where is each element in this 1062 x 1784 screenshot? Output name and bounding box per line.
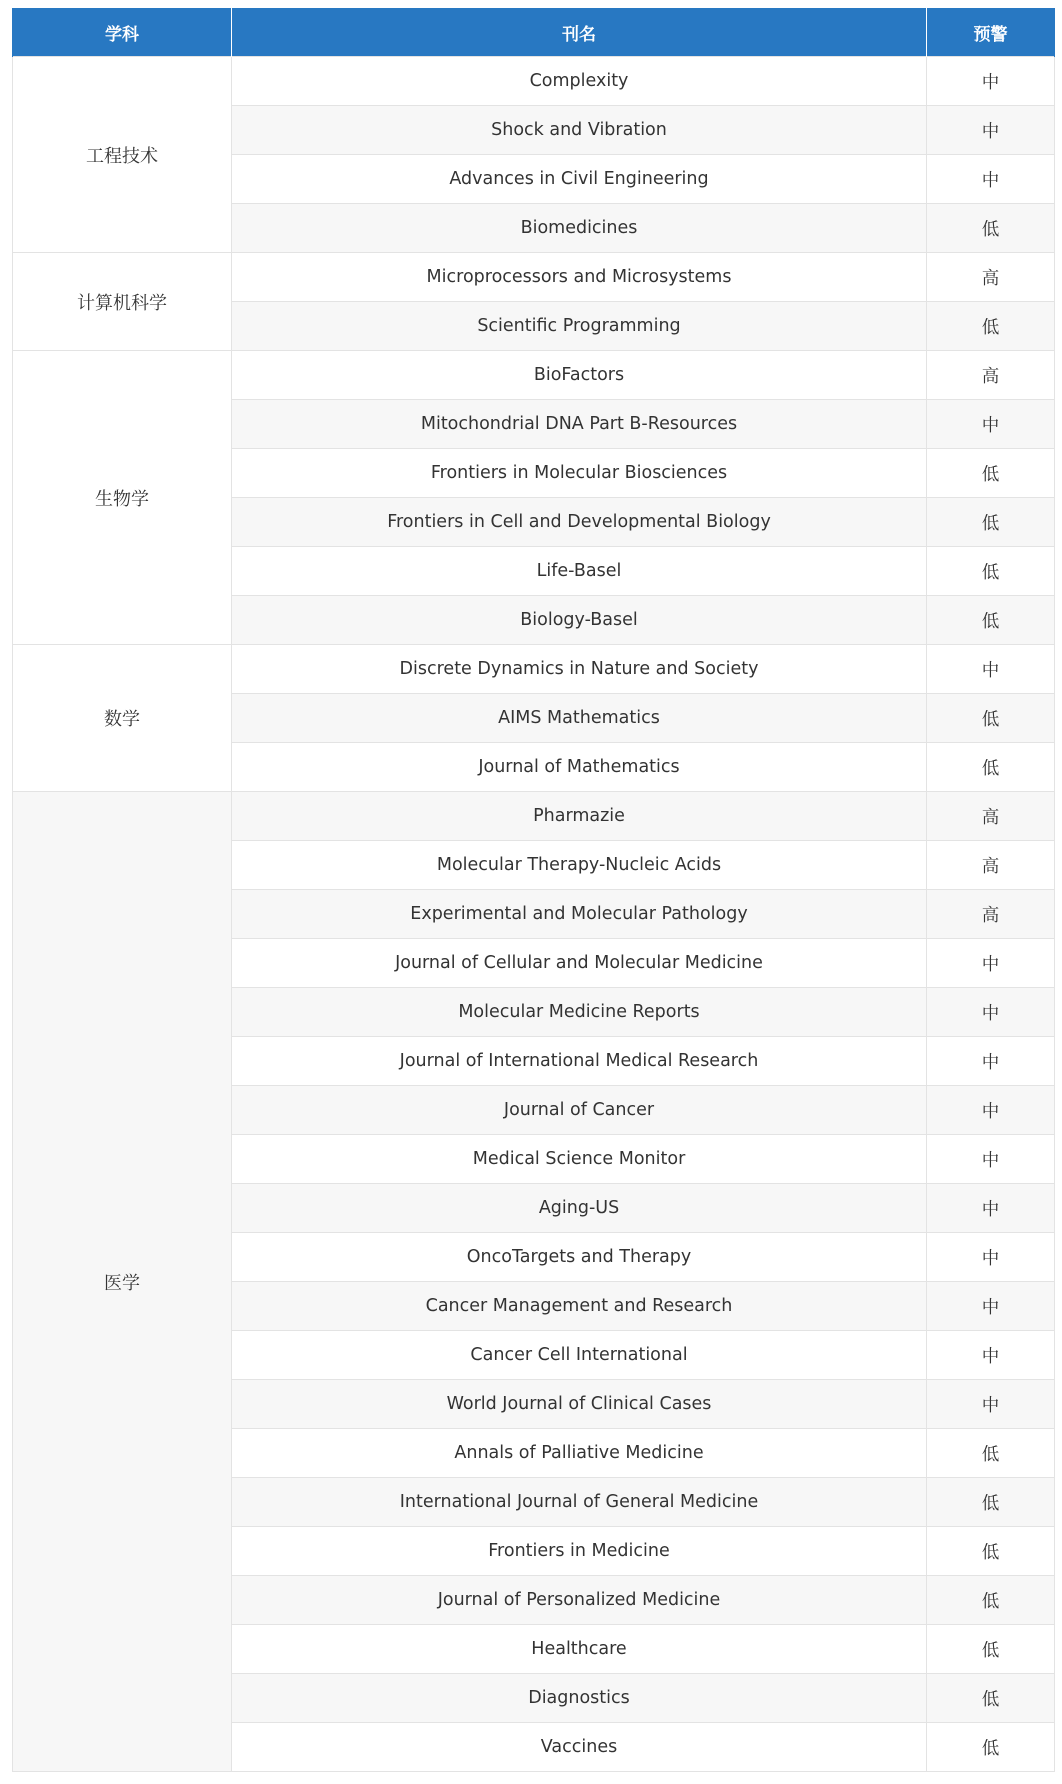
subject-cell: 计算机科学: [13, 253, 232, 351]
journal-name-cell: Journal of Cancer: [232, 1086, 927, 1135]
warning-level-cell: 低: [927, 694, 1055, 743]
table-row: [13, 645, 1055, 694]
table-header: [13, 8, 1055, 57]
table-row: [13, 792, 1055, 841]
warning-level-cell: 低: [927, 547, 1055, 596]
table-row: [13, 253, 1055, 302]
warning-level-cell: 低: [927, 302, 1055, 351]
subject-cell: 数学: [13, 645, 232, 792]
subject-cell: 生物学: [13, 351, 232, 645]
header-subject: 学科: [13, 8, 232, 57]
journal-name-cell: Complexity: [232, 57, 927, 106]
warning-level-cell: 低: [927, 1723, 1055, 1772]
warning-level-cell: 中: [927, 1331, 1055, 1380]
journal-name-cell: Mitochondrial DNA Part B-Resources: [232, 400, 927, 449]
journal-name-cell: Aging-US: [232, 1184, 927, 1233]
journal-name-cell: Diagnostics: [232, 1674, 927, 1723]
journal-name-cell: International Journal of General Medicine: [232, 1478, 927, 1527]
table-row: [13, 351, 1055, 400]
warning-level-cell: 低: [927, 1478, 1055, 1527]
warning-level-cell: 中: [927, 155, 1055, 204]
warning-level-cell: 高: [927, 792, 1055, 841]
warning-level-cell: 中: [927, 1037, 1055, 1086]
warning-level-cell: 中: [927, 57, 1055, 106]
journal-name-cell: Life-Basel: [232, 547, 927, 596]
warning-level-cell: 中: [927, 1233, 1055, 1282]
journal-name-cell: Molecular Therapy-Nucleic Acids: [232, 841, 927, 890]
journal-name-cell: Frontiers in Medicine: [232, 1527, 927, 1576]
warning-level-cell: 中: [927, 939, 1055, 988]
warning-level-cell: 低: [927, 1527, 1055, 1576]
journal-name-cell: Biology-Basel: [232, 596, 927, 645]
journal-name-cell: Journal of International Medical Research: [232, 1037, 927, 1086]
journal-name-cell: Advances in Civil Engineering: [232, 155, 927, 204]
journal-name-cell: Experimental and Molecular Pathology: [232, 890, 927, 939]
journal-name-cell: Molecular Medicine Reports: [232, 988, 927, 1037]
warning-level-cell: 低: [927, 1674, 1055, 1723]
journal-name-cell: Microprocessors and Microsystems: [232, 253, 927, 302]
journal-name-cell: Vaccines: [232, 1723, 927, 1772]
warning-level-cell: 中: [927, 1135, 1055, 1184]
warning-level-cell: 低: [927, 498, 1055, 547]
journal-name-cell: Scientific Programming: [232, 302, 927, 351]
journal-name-cell: Shock and Vibration: [232, 106, 927, 155]
journal-name-cell: Journal of Cellular and Molecular Medicine: [232, 939, 927, 988]
journal-name-cell: OncoTargets and Therapy: [232, 1233, 927, 1282]
warning-level-cell: 低: [927, 596, 1055, 645]
journal-name-cell: Medical Science Monitor: [232, 1135, 927, 1184]
warning-level-cell: 中: [927, 645, 1055, 694]
journal-name-cell: Frontiers in Molecular Biosciences: [232, 449, 927, 498]
warning-level-cell: 中: [927, 1184, 1055, 1233]
warning-level-cell: 低: [927, 204, 1055, 253]
journal-name-cell: AIMS Mathematics: [232, 694, 927, 743]
journal-warning-table: [12, 8, 1055, 1772]
warning-level-cell: 高: [927, 841, 1055, 890]
warning-level-cell: 中: [927, 1282, 1055, 1331]
journal-name-cell: Journal of Mathematics: [232, 743, 927, 792]
warning-level-cell: 低: [927, 1625, 1055, 1674]
warning-level-cell: 中: [927, 988, 1055, 1037]
table-row: [13, 57, 1055, 106]
journal-name-cell: Journal of Personalized Medicine: [232, 1576, 927, 1625]
warning-level-cell: 中: [927, 106, 1055, 155]
table-body: [13, 57, 1055, 1772]
subject-cell: 工程技术: [13, 57, 232, 253]
journal-warning-table-container: [12, 8, 1054, 1772]
journal-name-cell: Cancer Management and Research: [232, 1282, 927, 1331]
header-row: [13, 8, 1055, 57]
journal-name-cell: World Journal of Clinical Cases: [232, 1380, 927, 1429]
warning-level-cell: 中: [927, 400, 1055, 449]
warning-level-cell: 中: [927, 1380, 1055, 1429]
warning-level-cell: 中: [927, 1086, 1055, 1135]
warning-level-cell: 低: [927, 1429, 1055, 1478]
journal-name-cell: Pharmazie: [232, 792, 927, 841]
warning-level-cell: 高: [927, 351, 1055, 400]
subject-cell: 医学: [13, 792, 232, 1772]
journal-name-cell: Frontiers in Cell and Developmental Biology: [232, 498, 927, 547]
warning-level-cell: 低: [927, 1576, 1055, 1625]
warning-level-cell: 低: [927, 743, 1055, 792]
header-warning: 预警: [927, 8, 1055, 57]
journal-name-cell: BioFactors: [232, 351, 927, 400]
journal-name-cell: Cancer Cell International: [232, 1331, 927, 1380]
warning-level-cell: 高: [927, 253, 1055, 302]
warning-level-cell: 高: [927, 890, 1055, 939]
journal-name-cell: Healthcare: [232, 1625, 927, 1674]
journal-name-cell: Biomedicines: [232, 204, 927, 253]
journal-name-cell: Annals of Palliative Medicine: [232, 1429, 927, 1478]
warning-level-cell: 低: [927, 449, 1055, 498]
journal-name-cell: Discrete Dynamics in Nature and Society: [232, 645, 927, 694]
header-journal: 刊名: [232, 8, 927, 57]
